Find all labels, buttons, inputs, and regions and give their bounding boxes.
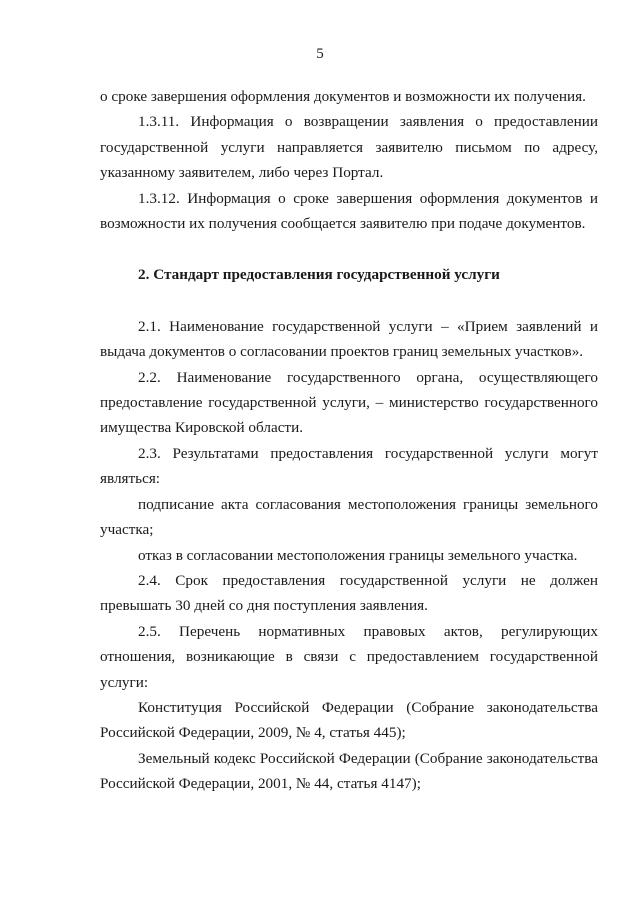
paragraph: отказ в согласовании местоположения границы земельного участка. [138, 546, 578, 564]
paragraph: 1.3.11. Информация о возвращении заявления о предоставлении государственной услуги направляется заявителю письмом по адресу, указанному заявителем, либо через Портал. [100, 113, 598, 182]
paragraph: Конституция Российской Федерации (Собрание законодательства Российской Федерации, 2009, № 4, статья 445); [100, 698, 598, 742]
section-heading: 2. Стандарт предоставления государственной услуги [138, 266, 500, 284]
paragraphs-bottom [100, 314, 598, 797]
paragraph: 1.3.12. Информация о сроке завершения оформления документов и возможности их получения сообщается заявителю при подаче документов. [100, 189, 598, 233]
paragraphs-top [100, 84, 598, 236]
paragraph: о сроке завершения оформления документов и возможности их получения. [100, 88, 586, 105]
paragraph: Земельный кодекс Российской Федерации (Собрание законодательства Российской Федерации, 2001, № 44, статья 4147); [100, 749, 598, 793]
paragraph: 2.5. Перечень нормативных правовых актов, регулирующих отношения, возникающие в связи с предоставлением государственной услуги: [100, 622, 598, 691]
paragraph: 2.2. Наименование государственного органа, осуществляющего предоставление государственной услуги, – министерство государственного имущества Кировской области. [100, 368, 598, 437]
paragraph: подписание акта согласования местоположения границы земельного участка; [100, 495, 598, 539]
paragraph: 2.1. Наименование государственной услуги – «Прием заявлений и выдача документов о согласовании проектов границ земельных участков». [100, 317, 598, 361]
paragraph: 2.4. Срок предоставления государственной услуги не должен превышать 30 дней со дня поступления заявления. [100, 571, 598, 615]
page-number: 5 [316, 46, 324, 62]
paragraph: 2.3. Результатами предоставления государственной услуги могут являться: [100, 444, 598, 488]
document-body [100, 84, 598, 797]
